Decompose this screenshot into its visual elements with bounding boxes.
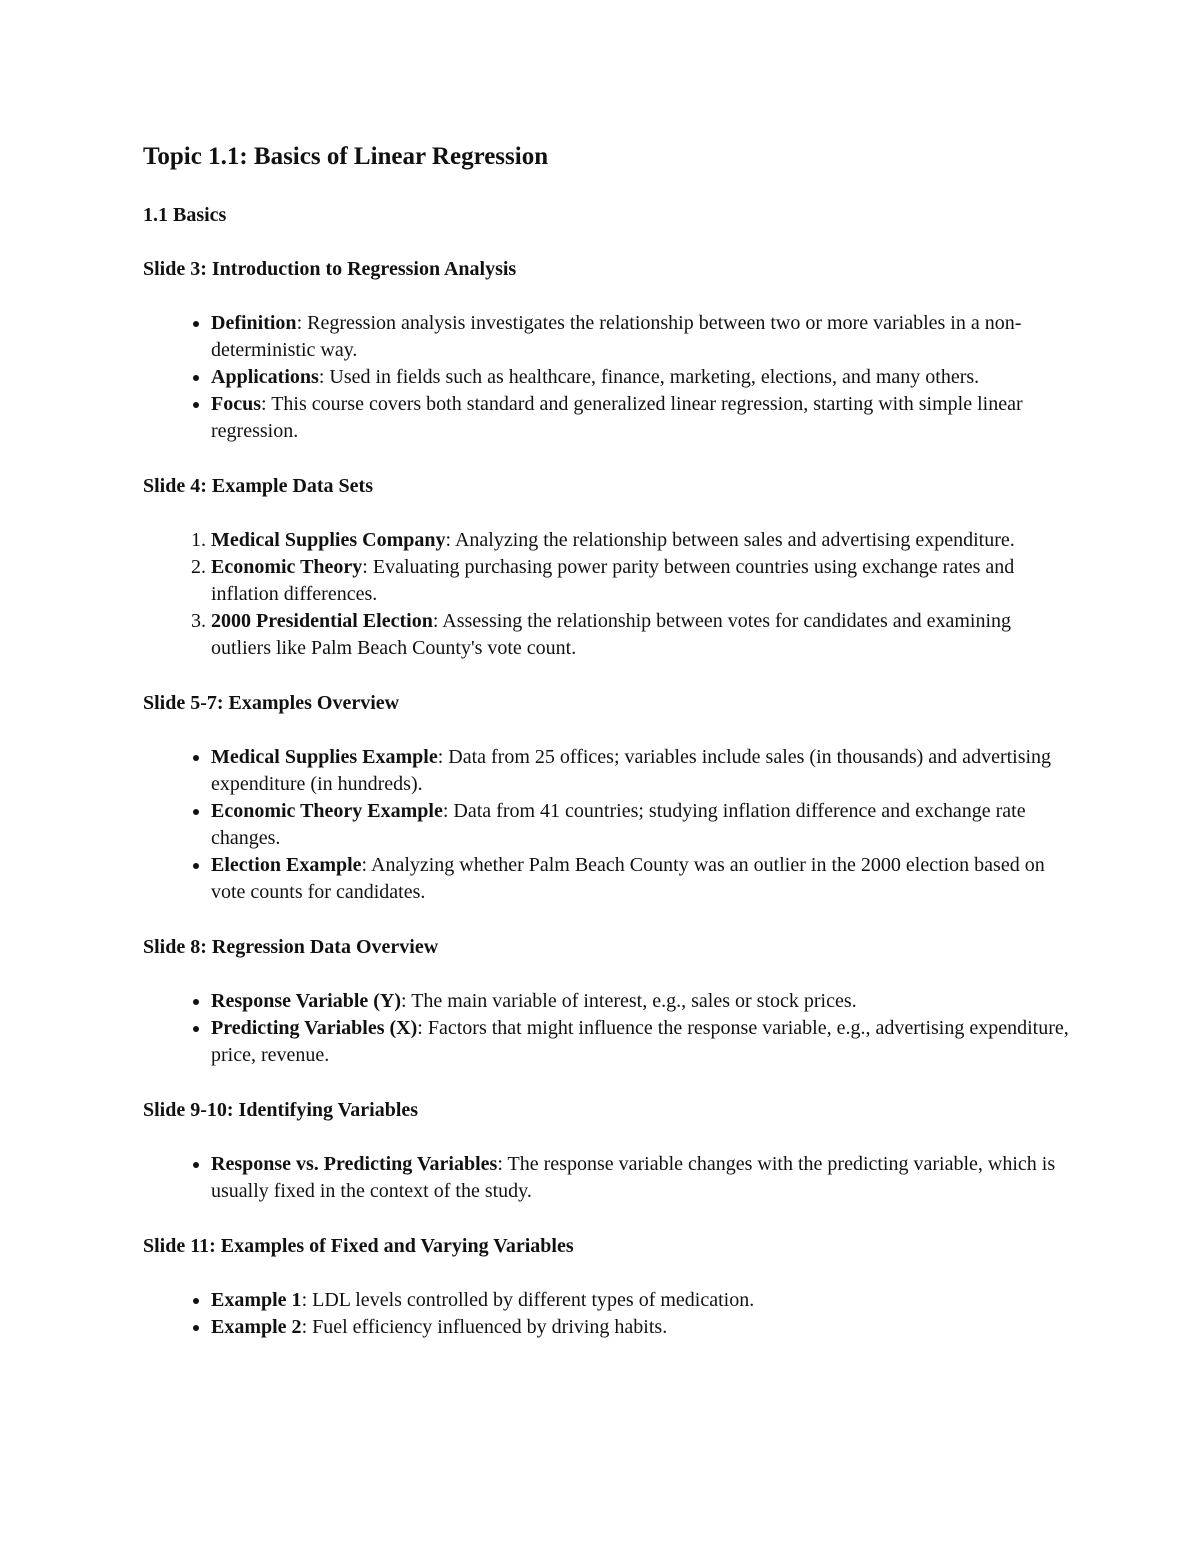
- item-text: : The response variable changes with the predicting variable, which is usually fixed in the context of the study.: [211, 1153, 1056, 1202]
- list-item: [211, 527, 1073, 554]
- list-item: [211, 608, 1073, 662]
- bullet-list: [143, 744, 1073, 906]
- item-text: : Fuel efficiency influenced by driving habits.: [301, 1316, 668, 1338]
- list-item: [211, 744, 1073, 798]
- slide-heading: Slide 5-7: Examples Overview: [143, 692, 400, 714]
- item-text: : Evaluating purchasing power parity between countries using exchange rates and inflation differences.: [211, 556, 1015, 605]
- item-text: : Regression analysis investigates the relationship between two or more variables in a non-deterministic way.: [211, 312, 1022, 361]
- slide-section-8: [143, 934, 1073, 1069]
- item-term: Economic Theory Example: [211, 800, 443, 822]
- item-text: : The main variable of interest, e.g., sales or stock prices.: [401, 990, 857, 1012]
- list-item: [211, 554, 1073, 608]
- item-text: : Factors that might influence the response variable, e.g., advertising expenditure, price, revenue.: [211, 1017, 1069, 1066]
- list-item: [211, 364, 1073, 391]
- document-page: [143, 140, 1073, 1369]
- list-item: [211, 988, 1073, 1015]
- item-term: Medical Supplies Example: [211, 746, 438, 768]
- item-term: Medical Supplies Company: [211, 529, 446, 551]
- slide-section-5-7: [143, 690, 1073, 906]
- slide-section-3: [143, 256, 1073, 445]
- item-term: Response Variable (Y): [211, 990, 402, 1012]
- bullet-list: [143, 1151, 1073, 1205]
- item-term: Applications: [211, 366, 319, 388]
- list-item: [211, 310, 1073, 364]
- list-item: [211, 1287, 1073, 1314]
- item-term: Example 2: [211, 1316, 302, 1338]
- document-title: Topic 1.1: Basics of Linear Regression: [143, 143, 549, 170]
- list-item: [211, 391, 1073, 445]
- item-text: : Data from 25 offices; variables include sales (in thousands) and advertising expenditure (in hundreds).: [211, 746, 1052, 795]
- slide-section-11: [143, 1233, 1073, 1341]
- bullet-list: [143, 1287, 1073, 1341]
- item-term: 2000 Presidential Election: [211, 610, 433, 632]
- list-item: [211, 852, 1073, 906]
- item-text: : Analyzing whether Palm Beach County was an outlier in the 2000 election based on vote counts for candidates.: [211, 854, 1045, 903]
- item-text: : Data from 41 countries; studying inflation difference and exchange rate changes.: [211, 800, 1026, 849]
- item-text: : This course covers both standard and generalized linear regression, starting with simple linear regression.: [211, 393, 1023, 442]
- bullet-list: [143, 310, 1073, 445]
- item-term: Focus: [211, 393, 261, 415]
- list-item: [211, 1015, 1073, 1069]
- item-text: : Used in fields such as healthcare, finance, marketing, elections, and many others.: [318, 366, 980, 388]
- slide-heading: Slide 8: Regression Data Overview: [143, 936, 439, 958]
- bullet-list: [143, 988, 1073, 1069]
- item-text: : LDL levels controlled by different types of medication.: [301, 1289, 755, 1311]
- slide-heading: Slide 11: Examples of Fixed and Varying Variables: [143, 1235, 574, 1257]
- slide-section-9-10: [143, 1097, 1073, 1205]
- slide-section-4: [143, 473, 1073, 662]
- item-term: Response vs. Predicting Variables: [211, 1153, 498, 1175]
- item-term: Example 1: [211, 1289, 302, 1311]
- item-term: Predicting Variables (X): [211, 1017, 418, 1039]
- slide-heading: Slide 4: Example Data Sets: [143, 475, 373, 497]
- item-term: Election Example: [211, 854, 362, 876]
- item-text: : Assessing the relationship between votes for candidates and examining outliers like Palm Beach County's vote count.: [211, 610, 1012, 659]
- slide-heading: Slide 3: Introduction to Regression Analysis: [143, 258, 517, 280]
- item-text: : Analyzing the relationship between sales and advertising expenditure.: [445, 529, 1015, 551]
- list-item: [211, 1151, 1073, 1205]
- item-term: Economic Theory: [211, 556, 363, 578]
- list-item: [211, 798, 1073, 852]
- slide-heading: Slide 9-10: Identifying Variables: [143, 1099, 419, 1121]
- section-heading: 1.1 Basics: [143, 204, 227, 226]
- numbered-list: [143, 527, 1073, 662]
- list-item: [211, 1314, 1073, 1341]
- item-term: Definition: [211, 312, 297, 334]
